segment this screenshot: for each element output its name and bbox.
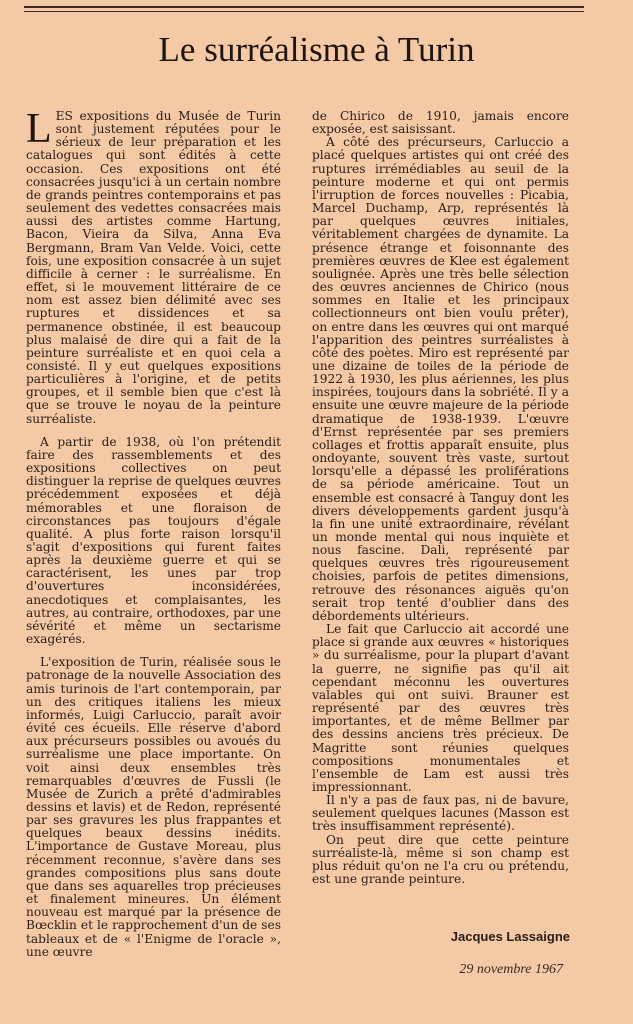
right-column <box>312 110 569 886</box>
paragraph: Le fait que Carluccio ait accordé une place si grande aux œuvres « historiques » du surréalisme, pour la plupart d'avant la guerre, ne signifie pas qu'il ait cependant méconnu les ouvertures valables qui ont suivi. Brauner est représenté par des œuvres très importantes, et de même Bellmer par des dessins anciens très précieux. De Magritte sont réunies quelques compositions monumentales et l'ensemble de Lam est aussi très impressionnant. <box>312 622 569 794</box>
paragraph: L'exposition de Turin, réalisée sous le patronage de la nouvelle Association des amis turinois de l'art contemporain, par un des critiques italiens les mieux informés, Luigi Carluccio, paraît avoir évité ces écueils. Elle réserve d'abord aux précurseurs possibles ou avoués du surréalisme une place importante. On voit ainsi deux ensembles très remarquables d'œuvres de Fussli (le Musée de Zurich a prêté d'admirables dessins et lavis) et de Redon, représenté par ses gravures les plus frappantes et quelques beaux dessins inédits. L'importance de Gustave Moreau, plus récemment reconnue, s'avère dans ses grandes compositions plus sans doute que dans ses aquarelles trop précieuses et finalement mineures. Un élément nouveau est marqué par la présence de Bœcklin et le rapprochement d'un de ses tableaux et de « l'Enigme de l'oracle », une œuvre <box>26 655 281 959</box>
drop-cap: L <box>26 106 52 152</box>
author-signature: Jacques Lassaigne <box>450 929 570 944</box>
article-title: Le surréalisme à Turin <box>158 30 475 69</box>
paragraph-text: ES expositions du Musée de Turin sont justement réputées pour le sérieux de leur préparation et les catalogues qui sont édités à cette occasion. Ces expositions ont été consacrées jusqu'ici à un certain nombre de grands peintres contemporains et pas seulement des vedettes consacrées mais aussi des artistes comme Hartung, Bacon, Vieira da Silva, Anna Eva Bergmann, Bram Van Velde. Voici, cette fois, une exposition consacrée à un sujet difficile à cerner : le surréalisme. En effet, si le mouvement littéraire de ce nom est assez bien délimité avec ses ruptures et dissidences et sa permanence obstinée, il est beaucoup plus malaisé de dire qui a fait de la peinture surréaliste et en quoi cela a consisté. Il y eut quelques expositions particulières à l'origine, et de petits groupes, et il semble bien que c'est là que se trouve le noyau de la peinture surréaliste. <box>26 109 281 426</box>
paragraph <box>26 106 281 426</box>
paragraph: A côté des précurseurs, Carluccio a placé quelques artistes qui ont créé des ruptures irrémédiables au seuil de la peinture moderne et qui ont permis l'irruption de forces nouvelles : Picabia, Marcel Duchamp, Arp, représentés là par quelques œuvres initiales, véritablement chargées de dynamite. La présence étrange et foisonnante des premières œuvres de Klee est également soulignée. Après une très belle sélection des œuvres anciennes de Chirico (nous sommes en Italie et les principaux collectionneurs ont bien voulu prêter), on entre dans les œuvres qui ont marqué l'apparition des peintres surréalistes à côté des poètes. Miro est représenté par une dizaine de toiles de la période de 1922 à 1930, les plus aériennes, les plus inspirées, toujours dans la sobriété. Il y a ensuite une œuvre majeure de la période dramatique de 1938-1939. L'œuvre d'Ernst représentée par ses premiers collages et frottis apparaît ensuite, plus ondoyante, souvent très vaste, surtout lorsqu'elle a dépassé les proliférations de sa période américaine. Tout un ensemble est consacré à Tanguy dont les divers développements gardent jusqu'à la fin une unité extraordinaire, révélant un monde mental qui nous inquiète et nous fascine. Dali, représenté par quelques œuvres très rigoureusement choisies, parfois de petites dimensions, retrouve des résonances aiguës qu'on serait trop tenté d'oublier dans des débordements ultérieurs. <box>312 135 569 623</box>
paragraph: Il n'y a pas de faux pas, ni de bavure, seulement quelques lacunes (Masson est très insuffisamment représenté). <box>312 793 569 834</box>
publication-date: 29 novembre 1967 <box>459 962 563 977</box>
left-column <box>26 106 281 969</box>
top-rule-thin <box>24 11 584 12</box>
paragraph: A partir de 1938, où l'on prétendit faire des rassemblements et des expositions collectives on peut distinguer la reprise de quelques œuvres précédemment exposées et déjà mémorables et une floraison de circonstances pas toujours d'égale qualité. A plus forte raison lorsqu'il s'agit d'expositions qui furent faites après la deuxième guerre et qui se caractérisent, les unes par trop d'ouvertures inconsidérées, anecdotiques et complaisantes, les autres, au contraire, orthodoxes, par une sévérité et même un sectarisme exagérés. <box>26 434 281 647</box>
paragraph: On peut dire que cette peinture surréaliste-là, même si son champ est plus réduit qu'on ne l'a cru ou prétendu, est une grande peinture. <box>312 832 569 887</box>
paragraph: de Chirico de 1910, jamais encore exposée, est saisissant. <box>312 109 569 137</box>
top-rule <box>24 6 584 8</box>
